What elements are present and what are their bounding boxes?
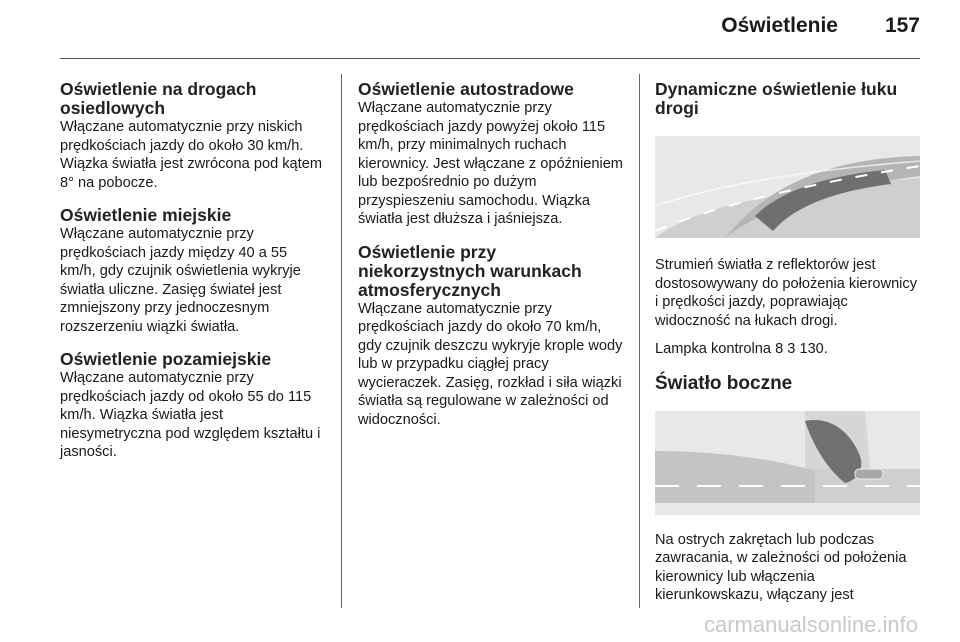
header-divider: [60, 58, 920, 59]
section-urban: [60, 206, 325, 336]
section-title: Oświetlenie miejskie: [60, 205, 232, 225]
section-title: Oświetlenie na drogach osiedlowych: [60, 79, 257, 118]
section-title: Oświetlenie przy niekorzystnych warunkach atmosferycznych: [358, 241, 582, 300]
watermark: carmanualsonline.info: [703, 612, 918, 637]
page-reference-icon: 3: [787, 341, 796, 357]
section-motorway: [358, 80, 624, 229]
section-text: Włączane automatycznie przy prędkościach jazdy od około 55 do 115 km/h. Wiązka światła jest niesymetryczna pod względem kształtu i jasności.: [60, 370, 321, 460]
page-number: 157: [884, 14, 920, 37]
lamp-label: Lampka kontrolna: [655, 341, 772, 357]
section-residential: [60, 80, 325, 192]
column-3: [655, 80, 920, 605]
section-text: Włączane automatycznie przy prędkościach jazdy powyżej około 115 km/h, przy minimalnych ruchach kierownicy. Jest włączane z opóźnieniem lub bezpośrednio po dużym przyspieszeniu samochodu. Wiązka światła jest dłuższa i jaśniejsza.: [358, 100, 623, 227]
curve-lighting-illustration: [655, 136, 920, 238]
section-text: Strumień światła z reflektorów jest dostosowywany do położenia kierownicy i prędkości jazdy, poprawiając widoczność na łukach drogi.: [655, 257, 918, 329]
column-1: [60, 80, 325, 476]
section-adverse-weather: [358, 243, 624, 430]
section-country: [60, 350, 325, 462]
lamp-symbol-icon: 8: [775, 341, 784, 357]
cornering-light-illustration: [655, 411, 920, 515]
section-title: Dynamiczne oświetlenie łuku drogi: [655, 79, 898, 118]
section-text: Włączane automatycznie przy prędkościach jazdy do około 70 km/h, gdy czujnik deszczu wykryje krople wody lub w przypadku ciągłej pracy wycieraczek. Zasięg, rozkład i siła wiązki światła są regulowane w zależności od widoczności.: [358, 300, 623, 428]
column-2: [358, 80, 624, 443]
section-title: Oświetlenie autostradowe: [358, 79, 574, 99]
page-reference[interactable]: 130.: [799, 341, 828, 357]
column-divider-1: [341, 74, 342, 608]
column-divider-2: [639, 74, 640, 608]
section-text: Włączane automatycznie przy niskich prędkościach jazdy do około 30 km/h. Wiązka światła jest zwrócona pod kątem 8° na pobocze.: [60, 119, 322, 191]
section-title: Światło boczne: [655, 372, 793, 394]
page-title: Oświetlenie: [721, 14, 838, 37]
section-text: Na ostrych zakrętach lub podczas zawracania, w zależności od położenia kierownicy lub włączenia kierunkowskazu, włączany jest: [655, 531, 907, 603]
section-text: Włączane automatycznie przy prędkościach jazdy między 40 a 55 km/h, gdy czujnik oświetlenia wykryje światła uliczne. Zasięg świateł jest zmniejszony przy jednoczesnym rozszerzeniu wiązki światła.: [60, 226, 301, 335]
warning-lamp-reference: [655, 340, 920, 359]
section-title: Oświetlenie pozamiejskie: [60, 349, 272, 369]
